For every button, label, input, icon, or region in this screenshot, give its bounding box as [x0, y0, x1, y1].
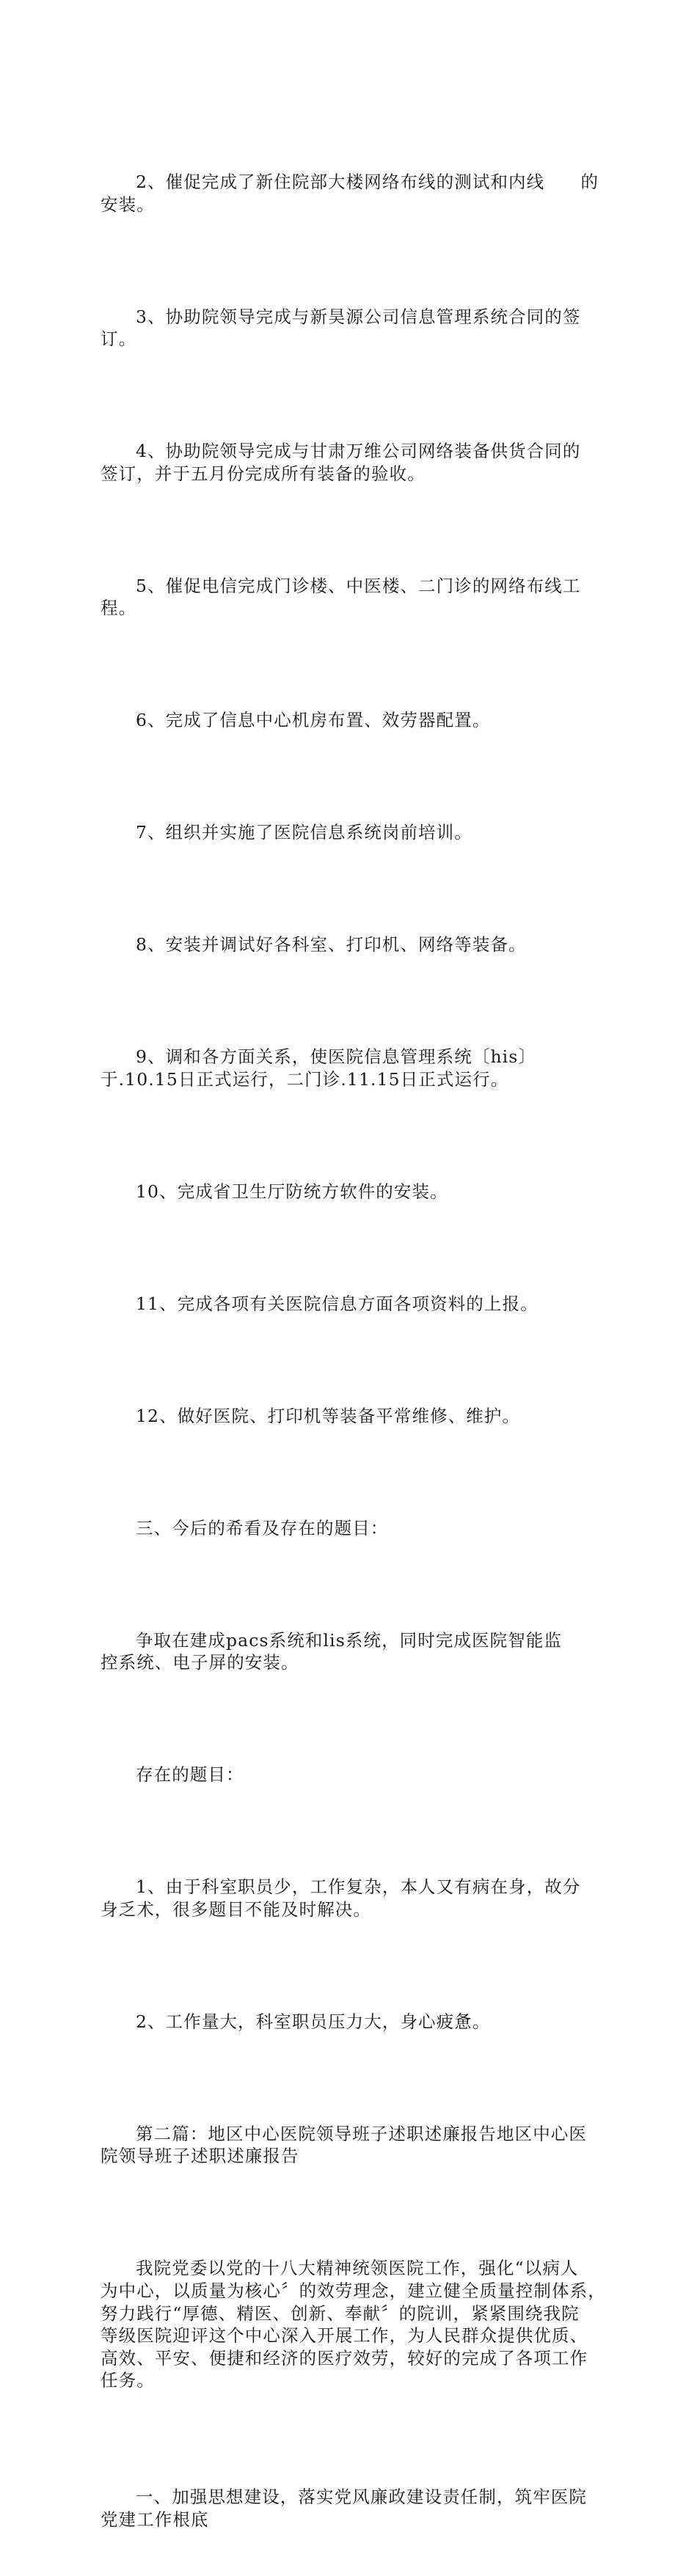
- text-line: 3、协助院领导完成与新昊源公司信息管理系统合同的签: [136, 306, 581, 327]
- text-line: 5、催促电信完成门诊楼、中医楼、二门诊的网络布线工: [136, 575, 581, 596]
- text-line: 院领导班子述职述廉报告: [101, 2146, 299, 2167]
- text-line: 程。: [101, 598, 137, 619]
- text-line: 我院党委以党的十八大精神统领医院工作，强化“以病人: [136, 2258, 579, 2279]
- document-body: [101, 126, 607, 2576]
- text-line: 身乏术，很多题目不能及时解决。: [101, 1898, 371, 1920]
- text-line: 8、安装并调试好各科室、打印机、网络等装备。: [136, 934, 527, 955]
- paragraph-problem-2: [101, 1966, 607, 2078]
- text-line: 为中心，以质量为核心〞的效劳理念，建立健全质量控制体系，: [101, 2280, 606, 2301]
- paragraph-problems-heading: [101, 1719, 607, 1831]
- text-line: 控系统、电子屏的安装。: [101, 1652, 299, 1673]
- text-line: 2、催促完成了新住院部大楼网络布线的测试和内线 的: [136, 172, 599, 193]
- text-line: 党建工作根底: [101, 2509, 209, 2530]
- text-line: 4、协助院领导完成与甘肃万维公司网络装备供货合同的: [136, 441, 581, 462]
- paragraph-item-4: [101, 395, 607, 530]
- paragraph-item-12: [101, 1360, 607, 1472]
- text-line: 9、调和各方面关系，使医院信息管理系统〔his〕: [136, 1046, 537, 1068]
- text-line: 12、做好医院、打印机等装备平常维修、维护。: [136, 1405, 521, 1426]
- paragraph-item-9: [101, 1001, 607, 1136]
- paragraph-item-5: [101, 530, 607, 665]
- text-line: 2、工作量大，科室职员压力大，身心疲惫。: [136, 2011, 491, 2032]
- text-line: 一、加强思想建设，落实党风廉政建设责任制，筑牢医院: [136, 2487, 587, 2508]
- text-line: 6、完成了信息中心机房布置、效劳器配置。: [136, 710, 491, 731]
- text-line: 订。: [101, 329, 137, 350]
- text-line: 签订，并于五月份完成所有装备的验收。: [101, 463, 426, 484]
- paragraph-item-3: [101, 261, 607, 396]
- section-heading-future: [101, 1472, 607, 1585]
- paragraph-item-11: [101, 1248, 607, 1360]
- paragraph-goals: [101, 1585, 607, 1720]
- text-line: 1、由于科室职员少，工作复杂，本人又有病在身，故分: [136, 1876, 581, 1898]
- text-line: 三、今后的希看及存在的题目：: [136, 1517, 389, 1538]
- paragraph-item-10: [101, 1136, 607, 1248]
- text-line: 11、完成各项有关医院信息方面各项资料的上报。: [136, 1293, 539, 1314]
- paragraph-item-7: [101, 777, 607, 889]
- paragraph-item-6: [101, 664, 607, 777]
- text-line: 7、组织并实施了医院信息系统岗前培训。: [136, 822, 472, 843]
- paragraph-problem-1: [101, 1831, 607, 1966]
- text-line: 任务。: [101, 2370, 155, 2391]
- text-line: 高效、平安、便捷和经济的医疗效劳，较好的完成了各项工作: [101, 2347, 588, 2368]
- text-line: 安装。: [101, 194, 155, 215]
- paragraph-item-8: [101, 889, 607, 1001]
- paragraph-intro: [101, 2212, 607, 2437]
- text-line: 第二篇：地区中心医院领导班子述职述廉报告地区中心医: [136, 2123, 587, 2144]
- paragraph-item-2: [101, 126, 607, 261]
- text-line: 10、完成省卫生厅防统方软件的安装。: [136, 1181, 448, 1202]
- text-line: 努力践行“厚德、精医、创新、奉献〞的院训，紧紧围绕我院: [101, 2302, 580, 2324]
- text-line: 于.10.15日正式运行，二门诊.11.15日正式运行。: [101, 1068, 509, 1090]
- text-line: 等级医院迎评这个中心深入开展工作，为人民群众提供优质、: [101, 2325, 588, 2346]
- text-line: 争取在建成pacs系统和lis系统，同时完成医院智能监: [136, 1629, 563, 1651]
- text-line: 存在的题目：: [136, 1764, 244, 1786]
- section-heading-one: [101, 2441, 607, 2576]
- paragraph-chapter-two-title: [101, 2078, 607, 2213]
